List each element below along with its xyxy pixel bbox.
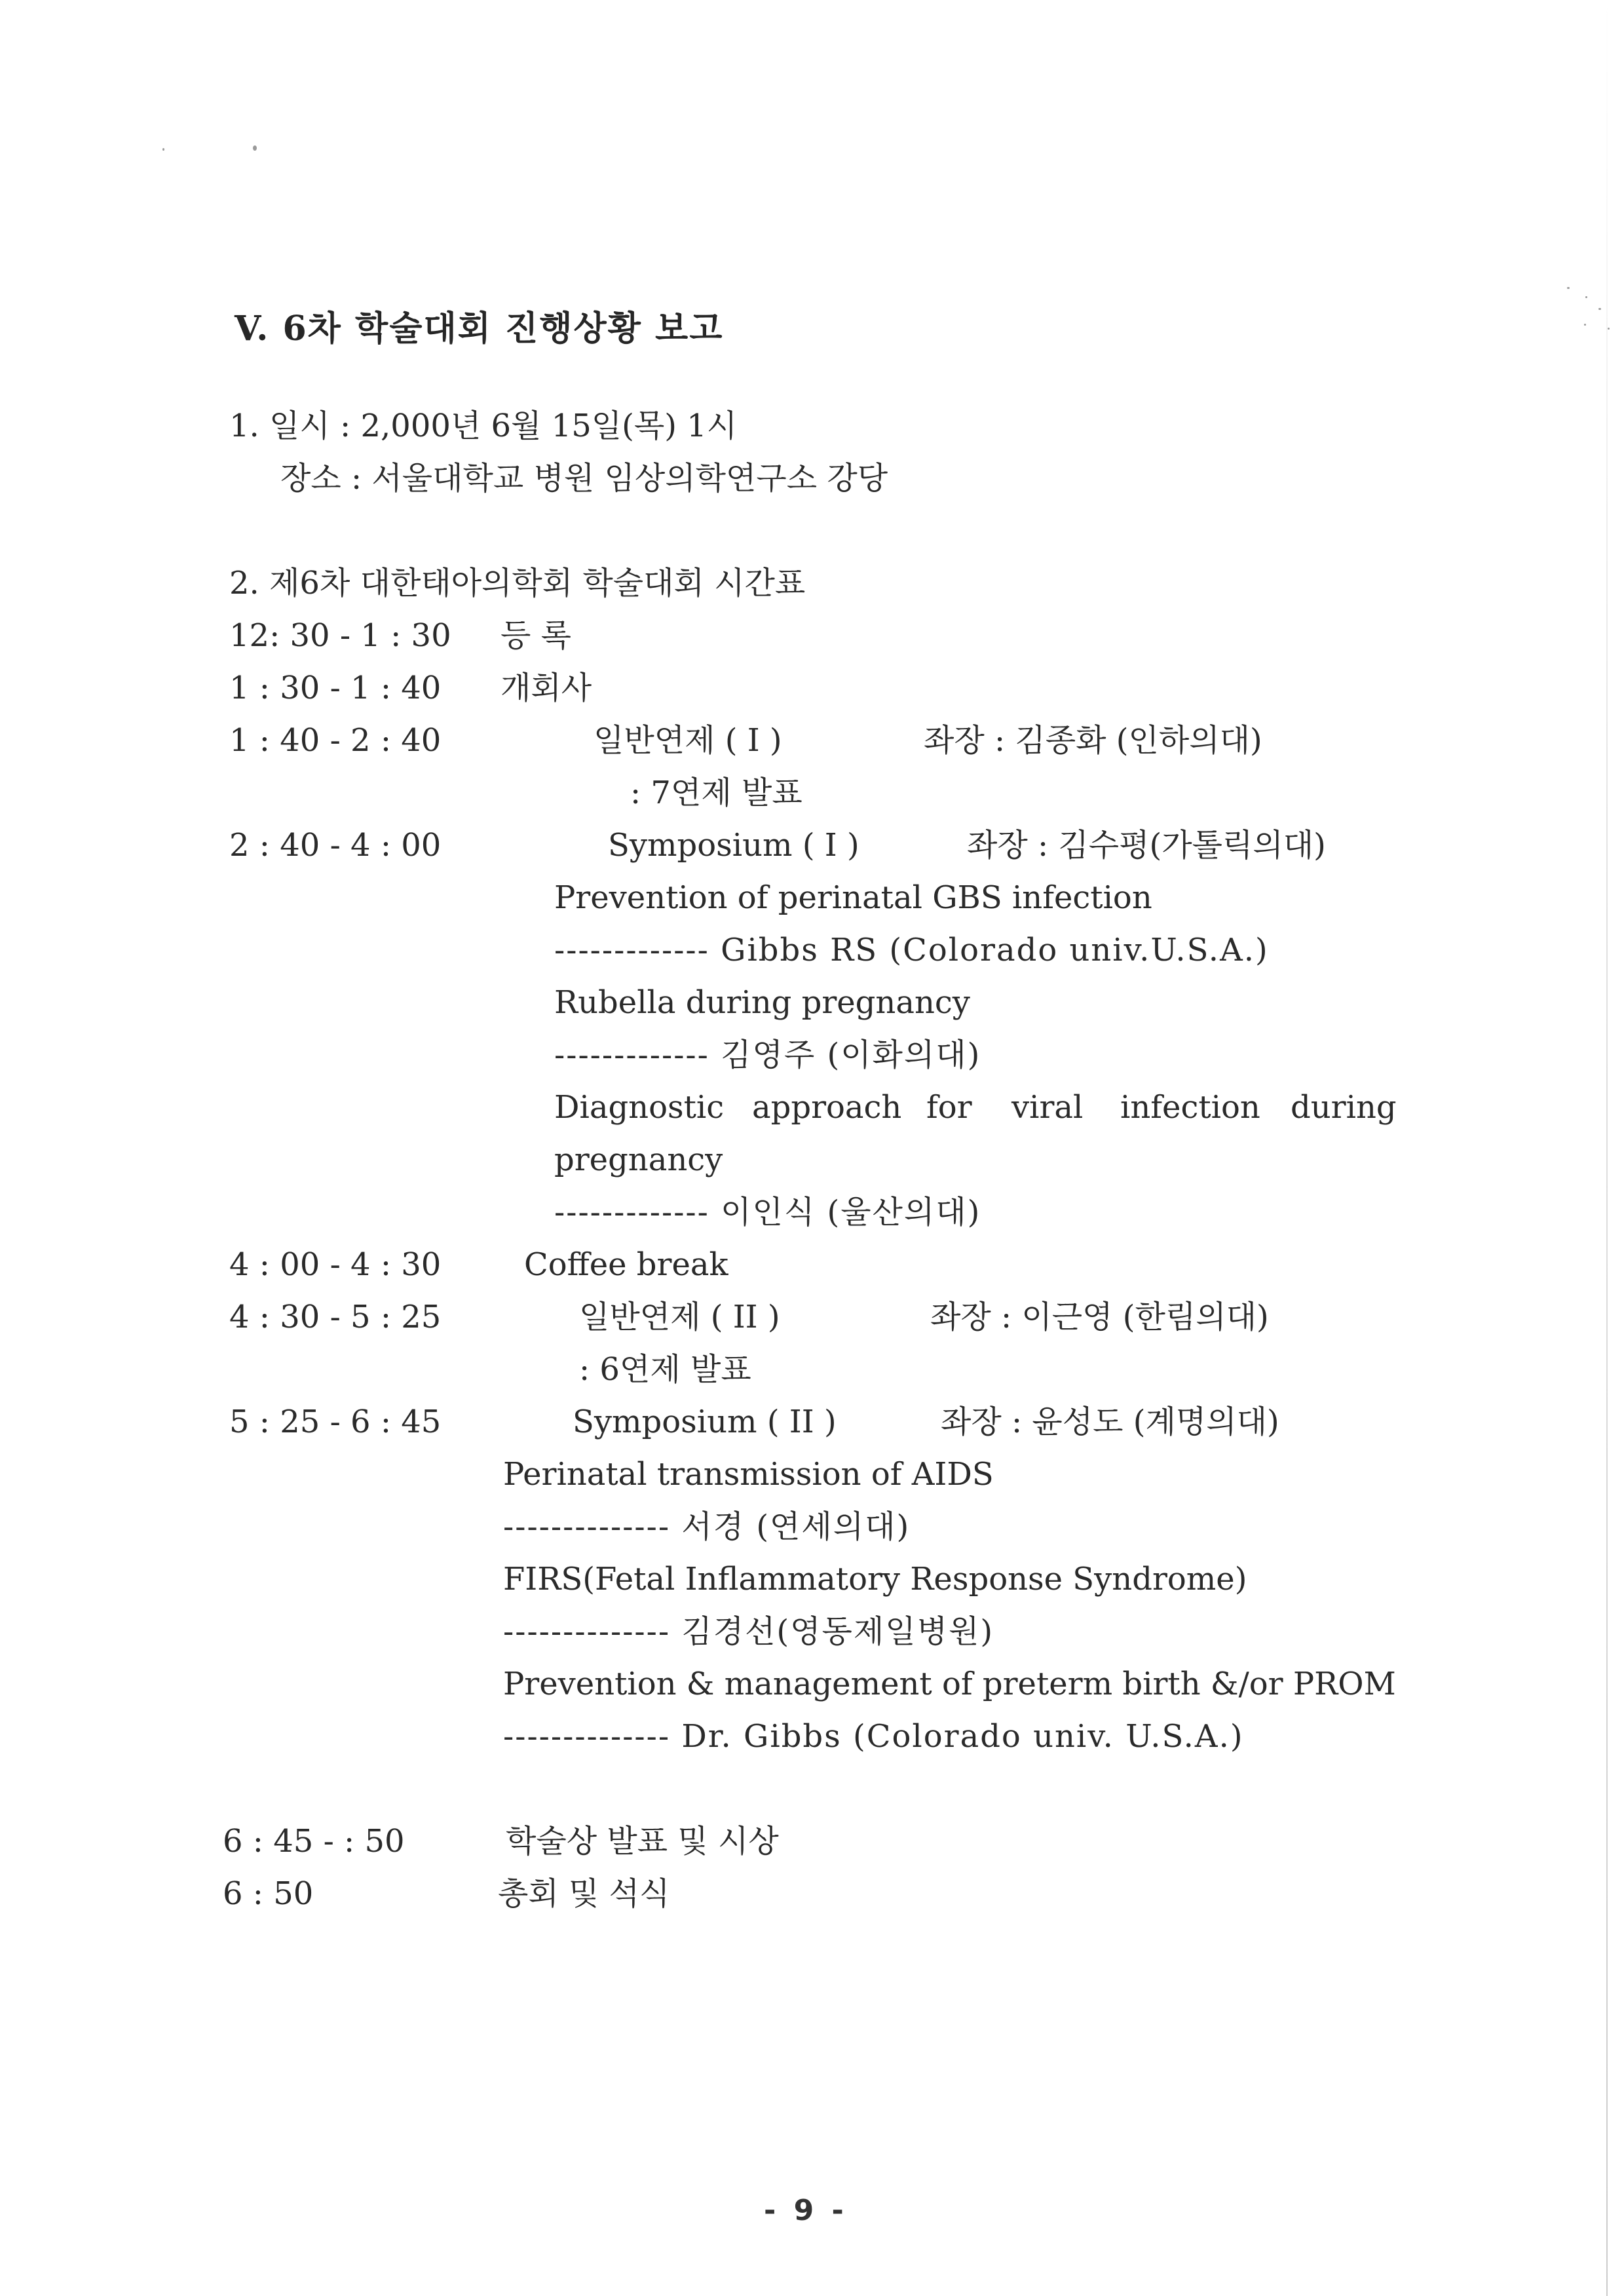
scan-speck xyxy=(1585,296,1587,298)
scan-speck xyxy=(1567,287,1570,289)
session-chair: 좌장 : 김종화 (인하의대) xyxy=(924,722,1262,759)
page-number: - 9 - xyxy=(764,2194,848,2227)
schedule-time: 6 : 45 - : 50 xyxy=(223,1823,405,1860)
talk-speaker: ------------- Gibbs RS (Colorado univ.U.S.A.) xyxy=(554,932,1269,968)
schedule-time: 1 : 40 - 2 : 40 xyxy=(229,722,442,759)
talk-speaker: ------------- 김영주 (이화의대) xyxy=(554,1037,981,1073)
talk-title-word: infection xyxy=(1120,1089,1260,1126)
scan-speck xyxy=(1608,328,1610,330)
session-chair: 좌장 : 윤성도 (계명의대) xyxy=(941,1404,1279,1440)
talk-title: Perinatal transmission of AIDS xyxy=(503,1456,994,1493)
talk-speaker: ------------- 이인식 (울산의대) xyxy=(554,1194,981,1231)
talk-title-word: approach xyxy=(752,1089,902,1126)
schedule-label-coffee-break: Coffee break xyxy=(524,1246,728,1283)
scan-speck xyxy=(253,145,257,151)
session-symposium-2: Symposium ( II ) xyxy=(573,1404,837,1440)
talk-title-word: Diagnostic xyxy=(554,1089,725,1126)
scan-edge-line xyxy=(1606,0,1608,2296)
talk-title-word: viral xyxy=(1011,1089,1084,1126)
scan-speck xyxy=(162,148,164,151)
schedule-time: 6 : 50 xyxy=(223,1875,314,1912)
schedule-title: 2. 제6차 대한태아의학회 학술대회 시간표 xyxy=(229,565,806,602)
session-free-papers-1: 일반연제 ( I ) xyxy=(594,722,782,759)
schedule-time: 4 : 00 - 4 : 30 xyxy=(229,1246,442,1283)
schedule-time: 5 : 25 - 6 : 45 xyxy=(229,1404,442,1440)
schedule-time: 4 : 30 - 5 : 25 xyxy=(229,1299,442,1335)
session-free-papers-2: 일반연제 ( II ) xyxy=(579,1299,780,1335)
talk-speaker: -------------- 김경선(영동제일병원) xyxy=(503,1613,994,1650)
schedule-time: 2 : 40 - 4 : 00 xyxy=(229,827,442,864)
session-note: : 6연제 발표 xyxy=(579,1351,751,1388)
event-place: 장소 : 서울대학교 병원 임상의학연구소 강당 xyxy=(280,460,888,497)
talk-speaker: -------------- 서경 (연세의대) xyxy=(503,1508,911,1545)
schedule-label-general-meeting: 총회 및 석식 xyxy=(498,1875,670,1912)
scan-speck xyxy=(1598,308,1601,310)
talk-title-word: pregnancy xyxy=(554,1141,723,1178)
schedule-time: 12: 30 - 1 : 30 xyxy=(229,617,451,654)
talk-title: Prevention & management of preterm birth &/or PROM xyxy=(503,1666,1396,1702)
talk-title: Rubella during pregnancy xyxy=(554,984,970,1021)
session-symposium-1: Symposium ( I ) xyxy=(608,827,859,864)
section-heading: V. 6차 학술대회 진행상황 보고 xyxy=(235,309,724,349)
schedule-time: 1 : 30 - 1 : 40 xyxy=(229,670,442,706)
talk-title-word: during xyxy=(1291,1089,1397,1126)
talk-title: FIRS(Fetal Inflammatory Response Syndrome) xyxy=(503,1561,1247,1598)
schedule-label-opening: 개회사 xyxy=(500,670,592,706)
session-note: : 7연제 발표 xyxy=(630,775,803,811)
schedule-label-awards: 학술상 발표 및 시상 xyxy=(506,1823,779,1860)
schedule-label-registration: 등 록 xyxy=(500,617,571,654)
talk-title-word: for xyxy=(926,1089,972,1126)
event-datetime: 1. 일시 : 2,000년 6월 15일(목) 1시 xyxy=(229,408,738,444)
session-chair: 좌장 : 이근영 (한림의대) xyxy=(930,1299,1269,1335)
session-chair: 좌장 : 김수평(가톨릭의대) xyxy=(967,827,1326,864)
scan-speck xyxy=(1584,324,1586,326)
talk-title: Prevention of perinatal GBS infection xyxy=(554,879,1152,916)
talk-speaker: -------------- Dr. Gibbs (Colorado univ. U.S.A.) xyxy=(503,1718,1244,1755)
